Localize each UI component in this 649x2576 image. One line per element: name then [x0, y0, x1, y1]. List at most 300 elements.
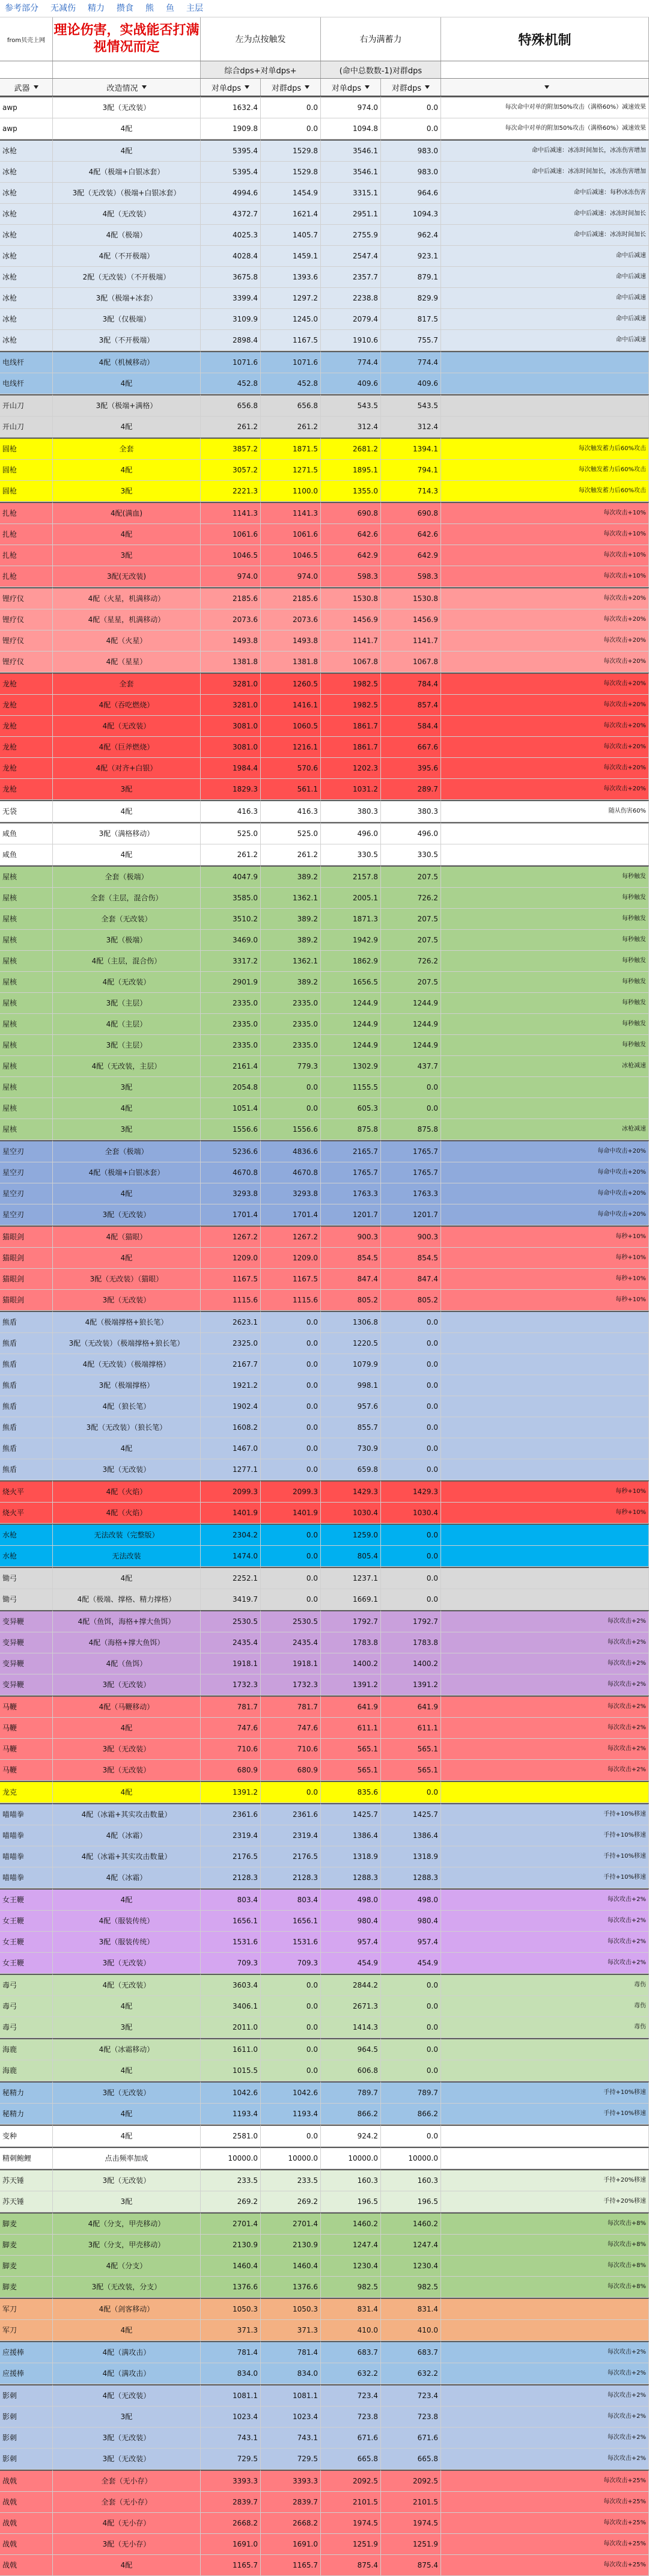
- right-group-cell[interactable]: 632.2: [381, 2363, 441, 2384]
- left-single-cell[interactable]: 4047.9: [201, 865, 261, 888]
- mech-cell[interactable]: 每次攻击+20%: [441, 758, 649, 779]
- mod-cell[interactable]: 3配（满格移动）: [53, 822, 201, 844]
- weapon-cell[interactable]: 锂疗仪: [0, 587, 53, 609]
- left-group-cell[interactable]: 1656.1: [261, 1911, 321, 1932]
- right-single-cell[interactable]: 543.5: [321, 394, 381, 417]
- left-single-cell[interactable]: 2185.6: [201, 587, 261, 609]
- right-group-cell[interactable]: 0.0: [381, 1417, 441, 1438]
- left-group-cell[interactable]: 0.0: [261, 1567, 321, 1589]
- mod-cell[interactable]: 4配: [53, 1098, 201, 1119]
- mod-cell[interactable]: 3配（无改装）: [53, 2449, 201, 2470]
- mech-cell[interactable]: 每次攻击+20%: [441, 779, 649, 800]
- right-single-cell[interactable]: 659.8: [321, 1459, 381, 1480]
- mod-cell[interactable]: 3配（分支，甲壳移动）: [53, 2235, 201, 2256]
- right-group-cell[interactable]: 1792.7: [381, 1610, 441, 1632]
- right-single-cell[interactable]: 866.2: [321, 2104, 381, 2125]
- mod-cell[interactable]: 4配（火焰）: [53, 1480, 201, 1503]
- mech-cell[interactable]: 每次攻击+25%: [441, 2534, 649, 2555]
- left-group-cell[interactable]: 3393.3: [261, 2470, 321, 2492]
- right-single-cell[interactable]: 1763.3: [321, 1183, 381, 1204]
- mech-cell[interactable]: 每次攻击+10%: [441, 502, 649, 524]
- mech-cell[interactable]: 每次触发蓄力后60%攻击: [441, 438, 649, 460]
- right-group-cell[interactable]: 723.8: [381, 2407, 441, 2428]
- mod-cell[interactable]: 3配（极端）: [53, 930, 201, 951]
- mech-cell[interactable]: [441, 1311, 649, 1333]
- mech-cell[interactable]: 每秒触发: [441, 951, 649, 972]
- right-group-cell[interactable]: 1530.8: [381, 587, 441, 609]
- right-group-cell[interactable]: 207.5: [381, 865, 441, 888]
- mech-cell[interactable]: 命中后减速：冰冻时间加长，冰冻伤害增加: [441, 139, 649, 162]
- right-single-cell[interactable]: 1982.5: [321, 673, 381, 695]
- right-group-cell[interactable]: 207.5: [381, 972, 441, 993]
- right-group-cell[interactable]: 1386.4: [381, 1825, 441, 1846]
- mech-cell[interactable]: 每次攻击+20%: [441, 695, 649, 716]
- right-group-cell[interactable]: 794.1: [381, 460, 441, 481]
- mech-cell[interactable]: 每次攻击+20%: [441, 630, 649, 652]
- mod-cell[interactable]: 3配: [53, 1077, 201, 1098]
- right-group-cell[interactable]: 0.0: [381, 1974, 441, 1996]
- mech-cell[interactable]: 手持+10%移速: [441, 2081, 649, 2104]
- right-single-filter[interactable]: [321, 79, 381, 96]
- weapon-cell[interactable]: 战戟: [0, 2555, 53, 2576]
- mech-cell[interactable]: 每次攻击+25%: [441, 2513, 649, 2534]
- right-group-cell[interactable]: 380.3: [381, 800, 441, 822]
- left-single-cell[interactable]: 974.0: [201, 566, 261, 587]
- left-single-cell[interactable]: 5395.4: [201, 162, 261, 183]
- mod-cell[interactable]: 全套（无小存）: [53, 2470, 201, 2492]
- left-group-cell[interactable]: 0.0: [261, 2125, 321, 2147]
- dropdown-icon[interactable]: [305, 85, 309, 89]
- left-single-cell[interactable]: 1277.1: [201, 1459, 261, 1480]
- dropdown-icon[interactable]: [365, 85, 370, 89]
- right-single-cell[interactable]: 1259.0: [321, 1524, 381, 1546]
- left-group-cell[interactable]: 3293.8: [261, 1183, 321, 1204]
- mod-cell[interactable]: 4配（星星）: [53, 652, 201, 673]
- left-single-cell[interactable]: 1071.6: [201, 351, 261, 373]
- left-single-cell[interactable]: 1401.9: [201, 1503, 261, 1524]
- mod-cell[interactable]: 3配（无改装）: [53, 1739, 201, 1760]
- mech-cell[interactable]: [441, 1375, 649, 1396]
- mech-cell[interactable]: 每命中攻击+20%: [441, 1183, 649, 1204]
- left-single-cell[interactable]: 2335.0: [201, 1014, 261, 1035]
- left-group-cell[interactable]: 1209.0: [261, 1248, 321, 1269]
- mech-cell[interactable]: 命中后减速: [441, 330, 649, 351]
- mod-cell[interactable]: 3配（无改装）: [53, 1204, 201, 1225]
- mech-cell[interactable]: [441, 1459, 649, 1480]
- mod-cell[interactable]: 4配（满攻击）: [53, 2363, 201, 2384]
- mod-cell[interactable]: 3配（无改装）（狼长笔）: [53, 1417, 201, 1438]
- right-single-cell[interactable]: 730.9: [321, 1438, 381, 1459]
- right-group-cell[interactable]: 565.1: [381, 1760, 441, 1781]
- right-single-cell[interactable]: 665.8: [321, 2449, 381, 2470]
- right-single-cell[interactable]: 3546.1: [321, 162, 381, 183]
- mod-cell[interactable]: 4配（冰霜+其实攻击数量）: [53, 1803, 201, 1825]
- right-single-cell[interactable]: 924.2: [321, 2125, 381, 2147]
- left-group-cell[interactable]: 371.3: [261, 2320, 321, 2341]
- mod-cell[interactable]: 4配（极端）: [53, 225, 201, 246]
- right-group-cell[interactable]: 831.4: [381, 2298, 441, 2320]
- right-single-cell[interactable]: 1230.4: [321, 2256, 381, 2277]
- mech-cell[interactable]: 每次攻击+10%: [441, 545, 649, 566]
- mech-cell[interactable]: 手持+10%移速: [441, 1803, 649, 1825]
- weapon-cell[interactable]: 屋核: [0, 1098, 53, 1119]
- right-single-cell[interactable]: 2157.8: [321, 865, 381, 888]
- dropdown-icon[interactable]: [425, 85, 430, 89]
- right-group-cell[interactable]: 982.5: [381, 2277, 441, 2298]
- weapon-cell[interactable]: 喵喵拳: [0, 1803, 53, 1825]
- mech-cell[interactable]: 每命中攻击+20%: [441, 1162, 649, 1183]
- left-group-cell[interactable]: 2176.5: [261, 1846, 321, 1867]
- right-single-cell[interactable]: 1220.5: [321, 1333, 381, 1354]
- right-group-cell[interactable]: 498.0: [381, 1888, 441, 1911]
- right-group-cell[interactable]: 0.0: [381, 1396, 441, 1417]
- left-group-cell[interactable]: 710.6: [261, 1739, 321, 1760]
- mod-cell[interactable]: 4配: [53, 844, 201, 865]
- mod-cell[interactable]: 4配: [53, 1888, 201, 1911]
- mod-cell[interactable]: 3配（无改装）: [53, 1290, 201, 1311]
- mod-cell[interactable]: 4配（无改装）: [53, 2384, 201, 2407]
- mech-cell[interactable]: 每次攻击+20%: [441, 673, 649, 695]
- left-group-cell[interactable]: 1081.1: [261, 2384, 321, 2407]
- right-single-cell[interactable]: 1201.7: [321, 1204, 381, 1225]
- weapon-cell[interactable]: 熊盾: [0, 1354, 53, 1375]
- right-group-cell[interactable]: 543.5: [381, 394, 441, 417]
- right-single-cell[interactable]: 642.9: [321, 545, 381, 566]
- right-single-cell[interactable]: 1974.5: [321, 2513, 381, 2534]
- mech-cell[interactable]: [441, 1438, 649, 1459]
- left-single-cell[interactable]: 781.4: [201, 2341, 261, 2363]
- left-single-cell[interactable]: 2325.0: [201, 1333, 261, 1354]
- left-group-cell[interactable]: 1460.4: [261, 2256, 321, 2277]
- right-group-cell[interactable]: 980.4: [381, 1911, 441, 1932]
- right-single-cell[interactable]: 1460.2: [321, 2212, 381, 2235]
- right-single-cell[interactable]: 1202.3: [321, 758, 381, 779]
- left-group-cell[interactable]: 1271.5: [261, 460, 321, 481]
- right-group-cell[interactable]: 1391.2: [381, 1674, 441, 1695]
- right-group-cell[interactable]: 0.0: [381, 2060, 441, 2081]
- left-single-cell[interactable]: 1531.6: [201, 1932, 261, 1953]
- weapon-cell[interactable]: 扎枪: [0, 545, 53, 566]
- weapon-cell[interactable]: 开山刀: [0, 394, 53, 417]
- right-single-cell[interactable]: 1861.7: [321, 737, 381, 758]
- right-group-cell[interactable]: 0.0: [381, 1077, 441, 1098]
- mod-cell[interactable]: 4配: [53, 800, 201, 822]
- weapon-cell[interactable]: 咸鱼: [0, 844, 53, 865]
- weapon-cell[interactable]: 屋核: [0, 909, 53, 930]
- mech-cell[interactable]: 命中后减速：冰冻时间加长: [441, 204, 649, 225]
- right-group-cell[interactable]: 1763.3: [381, 1183, 441, 1204]
- mod-cell[interactable]: 4配: [53, 524, 201, 545]
- right-single-cell[interactable]: 1783.8: [321, 1632, 381, 1653]
- weapon-cell[interactable]: awp: [0, 118, 53, 139]
- left-single-cell[interactable]: 3109.9: [201, 309, 261, 330]
- right-single-cell[interactable]: 980.4: [321, 1911, 381, 1932]
- mod-cell[interactable]: 4配: [53, 139, 201, 162]
- right-group-cell[interactable]: 1456.9: [381, 609, 441, 630]
- left-group-cell[interactable]: 2130.9: [261, 2235, 321, 2256]
- weapon-cell[interactable]: 扎枪: [0, 566, 53, 587]
- mech-cell[interactable]: [441, 417, 649, 438]
- weapon-cell[interactable]: 屋核: [0, 1077, 53, 1098]
- mech-cell[interactable]: 每次攻击+2%: [441, 2407, 649, 2428]
- mod-cell[interactable]: 4配: [53, 1183, 201, 1204]
- left-group-cell[interactable]: 570.6: [261, 758, 321, 779]
- left-single-cell[interactable]: 1051.4: [201, 1098, 261, 1119]
- left-single-cell[interactable]: 4994.6: [201, 183, 261, 204]
- left-group-cell[interactable]: 1691.0: [261, 2534, 321, 2555]
- weapon-cell[interactable]: 喵喵拳: [0, 1846, 53, 1867]
- left-group-cell[interactable]: 1167.5: [261, 1269, 321, 1290]
- left-single-cell[interactable]: 1460.4: [201, 2256, 261, 2277]
- left-single-cell[interactable]: 3469.0: [201, 930, 261, 951]
- weapon-cell[interactable]: 冰枪: [0, 309, 53, 330]
- mech-cell[interactable]: 每秒触发: [441, 888, 649, 909]
- left-group-cell[interactable]: 0.0: [261, 96, 321, 118]
- left-group-cell[interactable]: 0.0: [261, 1996, 321, 2017]
- weapon-cell[interactable]: 熊盾: [0, 1396, 53, 1417]
- left-group-cell[interactable]: 1167.5: [261, 330, 321, 351]
- left-single-cell[interactable]: 5395.4: [201, 139, 261, 162]
- right-group-cell[interactable]: 1251.9: [381, 2534, 441, 2555]
- right-single-cell[interactable]: 835.6: [321, 1781, 381, 1803]
- mod-cell[interactable]: 4配（冰霜）: [53, 1867, 201, 1888]
- right-single-cell[interactable]: 10000.0: [321, 2147, 381, 2169]
- right-group-cell[interactable]: 1460.2: [381, 2212, 441, 2235]
- right-single-cell[interactable]: 1141.7: [321, 630, 381, 652]
- weapon-cell[interactable]: 熊盾: [0, 1333, 53, 1354]
- left-group-cell[interactable]: 4670.8: [261, 1162, 321, 1183]
- weapon-cell[interactable]: 猫眼剑: [0, 1225, 53, 1248]
- right-single-cell[interactable]: 1429.3: [321, 1480, 381, 1503]
- left-group-cell[interactable]: 1529.8: [261, 162, 321, 183]
- weapon-cell[interactable]: 熊盾: [0, 1459, 53, 1480]
- left-single-cell[interactable]: 803.4: [201, 1888, 261, 1911]
- weapon-cell[interactable]: 熊盾: [0, 1311, 53, 1333]
- mod-cell[interactable]: 4配（无改装）: [53, 716, 201, 737]
- left-single-cell[interactable]: 2319.4: [201, 1825, 261, 1846]
- mod-cell[interactable]: 3配（无改装）: [53, 2428, 201, 2449]
- right-single-cell[interactable]: 498.0: [321, 1888, 381, 1911]
- mod-cell[interactable]: 4配（冰霜移动）: [53, 2038, 201, 2060]
- right-single-cell[interactable]: 683.7: [321, 2341, 381, 2363]
- mech-cell[interactable]: 每次命中对单的附加50%攻击（满格60%）减速效果: [441, 96, 649, 118]
- left-group-cell[interactable]: 1046.5: [261, 545, 321, 566]
- mod-cell[interactable]: 4配: [53, 1781, 201, 1803]
- weapon-cell[interactable]: 应援棒: [0, 2363, 53, 2384]
- right-single-cell[interactable]: 855.7: [321, 1417, 381, 1438]
- right-group-cell[interactable]: 726.2: [381, 951, 441, 972]
- left-group-cell[interactable]: 0.0: [261, 1524, 321, 1546]
- right-single-cell[interactable]: 1400.2: [321, 1653, 381, 1674]
- mod-cell[interactable]: 3配（无改装）: [53, 1953, 201, 1974]
- right-single-cell[interactable]: 1244.9: [321, 993, 381, 1014]
- right-single-cell[interactable]: 598.3: [321, 566, 381, 587]
- right-single-cell[interactable]: 1318.9: [321, 1846, 381, 1867]
- mech-cell[interactable]: [441, 1589, 649, 1610]
- left-group-cell[interactable]: 1556.6: [261, 1119, 321, 1140]
- left-single-cell[interactable]: 2054.8: [201, 1077, 261, 1098]
- left-single-cell[interactable]: 1608.2: [201, 1417, 261, 1438]
- left-single-cell[interactable]: 1732.3: [201, 1674, 261, 1695]
- mod-cell[interactable]: 4配（极端、撑格、精力撑格）: [53, 1589, 201, 1610]
- left-single-cell[interactable]: 1141.3: [201, 502, 261, 524]
- right-group-cell[interactable]: 671.6: [381, 2428, 441, 2449]
- left-group-cell[interactable]: 803.4: [261, 1888, 321, 1911]
- left-group-cell[interactable]: 781.4: [261, 2341, 321, 2363]
- left-single-cell[interactable]: 1474.0: [201, 1546, 261, 1567]
- weapon-cell[interactable]: 变异鞭: [0, 1610, 53, 1632]
- mod-cell[interactable]: 3配: [53, 779, 201, 800]
- left-group-cell[interactable]: 1531.6: [261, 1932, 321, 1953]
- weapon-cell[interactable]: 影刺: [0, 2449, 53, 2470]
- mod-cell[interactable]: 3配（无改装）（猫眼）: [53, 1269, 201, 1290]
- right-group-cell[interactable]: 714.3: [381, 481, 441, 502]
- left-group-cell[interactable]: 1071.6: [261, 351, 321, 373]
- dropdown-icon[interactable]: [544, 85, 549, 89]
- left-group-cell[interactable]: 1362.1: [261, 888, 321, 909]
- mech-cell[interactable]: 每次攻击+20%: [441, 737, 649, 758]
- mech-cell[interactable]: [441, 1333, 649, 1354]
- left-group-cell[interactable]: 269.2: [261, 2191, 321, 2212]
- right-single-cell[interactable]: 380.3: [321, 800, 381, 822]
- weapon-cell[interactable]: 战戟: [0, 2492, 53, 2513]
- right-group-cell[interactable]: 829.9: [381, 288, 441, 309]
- mod-cell[interactable]: 4配（海格+撑大鱼饵）: [53, 1632, 201, 1653]
- mod-cell[interactable]: 4配: [53, 1248, 201, 1269]
- left-group-cell[interactable]: 389.2: [261, 909, 321, 930]
- left-single-cell[interactable]: 2623.1: [201, 1311, 261, 1333]
- mod-cell[interactable]: 全套（极端）: [53, 1140, 201, 1162]
- mech-cell[interactable]: 每次攻击+8%: [441, 2235, 649, 2256]
- mod-cell[interactable]: 4配: [53, 1718, 201, 1739]
- left-group-cell[interactable]: 0.0: [261, 2017, 321, 2038]
- mech-cell[interactable]: [441, 2298, 649, 2320]
- weapon-cell[interactable]: 无袋: [0, 800, 53, 822]
- right-group-cell[interactable]: 0.0: [381, 2038, 441, 2060]
- weapon-cell[interactable]: 冰枪: [0, 139, 53, 162]
- mod-cell[interactable]: 4配（火焰）: [53, 1503, 201, 1524]
- right-group-cell[interactable]: 0.0: [381, 1438, 441, 1459]
- left-group-cell[interactable]: 1918.1: [261, 1653, 321, 1674]
- mech-cell[interactable]: [441, 2125, 649, 2147]
- weapon-cell[interactable]: 开山刀: [0, 417, 53, 438]
- left-single-cell[interactable]: 1015.5: [201, 2060, 261, 2081]
- weapon-cell[interactable]: 屋核: [0, 1119, 53, 1140]
- right-single-cell[interactable]: 1792.7: [321, 1610, 381, 1632]
- left-single-cell[interactable]: 452.8: [201, 373, 261, 394]
- mech-cell[interactable]: [441, 2147, 649, 2169]
- right-group-cell[interactable]: 598.3: [381, 566, 441, 587]
- right-single-cell[interactable]: 1656.5: [321, 972, 381, 993]
- mech-cell[interactable]: 每次攻击+25%: [441, 2470, 649, 2492]
- left-single-cell[interactable]: 1918.1: [201, 1653, 261, 1674]
- right-group-cell[interactable]: 289.7: [381, 779, 441, 800]
- left-single-cell[interactable]: 4372.7: [201, 204, 261, 225]
- mod-cell[interactable]: 4配（巨斧燃烧）: [53, 737, 201, 758]
- left-single-cell[interactable]: 371.3: [201, 2320, 261, 2341]
- left-group-cell[interactable]: 0.0: [261, 1375, 321, 1396]
- mech-cell[interactable]: 每次攻击+2%: [441, 1632, 649, 1653]
- weapon-cell[interactable]: 变异鞭: [0, 1653, 53, 1674]
- right-single-cell[interactable]: 2005.1: [321, 888, 381, 909]
- right-group-cell[interactable]: 1094.3: [381, 204, 441, 225]
- right-group-cell[interactable]: 437.7: [381, 1056, 441, 1077]
- left-single-cell[interactable]: 1632.4: [201, 96, 261, 118]
- left-single-cell[interactable]: 2252.1: [201, 1567, 261, 1589]
- mod-cell[interactable]: 4配（冰霜）: [53, 1825, 201, 1846]
- left-single-cell[interactable]: 1611.0: [201, 2038, 261, 2060]
- mod-cell[interactable]: 3配（主层）: [53, 993, 201, 1014]
- mech-cell[interactable]: 命中后减速：每秒冰冻伤害: [441, 183, 649, 204]
- left-group-cell[interactable]: 4836.6: [261, 1140, 321, 1162]
- weapon-cell[interactable]: 锂疗仪: [0, 652, 53, 673]
- left-group-cell[interactable]: 1362.1: [261, 951, 321, 972]
- mod-cell[interactable]: 4配（机械移动）: [53, 351, 201, 373]
- right-single-cell[interactable]: 605.3: [321, 1098, 381, 1119]
- left-single-cell[interactable]: 2901.9: [201, 972, 261, 993]
- mod-cell[interactable]: 3配: [53, 1119, 201, 1140]
- left-single-cell[interactable]: 261.2: [201, 844, 261, 865]
- mech-cell[interactable]: 每次攻击+20%: [441, 716, 649, 737]
- left-group-cell[interactable]: 233.5: [261, 2169, 321, 2191]
- mech-cell[interactable]: 每次攻击+8%: [441, 2256, 649, 2277]
- left-single-cell[interactable]: 1050.3: [201, 2298, 261, 2320]
- right-group-cell[interactable]: 2092.5: [381, 2470, 441, 2492]
- right-single-cell[interactable]: 2101.5: [321, 2492, 381, 2513]
- right-group-cell[interactable]: 1765.7: [381, 1140, 441, 1162]
- weapon-cell[interactable]: 锂疗仪: [0, 630, 53, 652]
- right-group-filter[interactable]: [381, 79, 441, 96]
- left-group-cell[interactable]: 389.2: [261, 972, 321, 993]
- weapon-cell[interactable]: 军刀: [0, 2298, 53, 2320]
- left-single-cell[interactable]: 233.5: [201, 2169, 261, 2191]
- mech-cell[interactable]: [441, 1417, 649, 1438]
- right-group-cell[interactable]: 1429.3: [381, 1480, 441, 1503]
- mech-cell[interactable]: 每次攻击+20%: [441, 609, 649, 630]
- right-group-cell[interactable]: 857.4: [381, 695, 441, 716]
- mod-cell[interactable]: 3配（服装传统）: [53, 1932, 201, 1953]
- mech-cell[interactable]: 每秒+10%: [441, 1269, 649, 1290]
- mod-cell[interactable]: 3配: [53, 2407, 201, 2428]
- right-group-cell[interactable]: 1067.8: [381, 652, 441, 673]
- weapon-cell[interactable]: 屋核: [0, 972, 53, 993]
- left-single-cell[interactable]: 1391.2: [201, 1781, 261, 1803]
- right-single-cell[interactable]: 1155.5: [321, 1077, 381, 1098]
- weapon-cell[interactable]: 秘精力: [0, 2104, 53, 2125]
- weapon-cell[interactable]: 喵喵拳: [0, 1825, 53, 1846]
- left-single-cell[interactable]: 3081.0: [201, 737, 261, 758]
- right-group-cell[interactable]: 0.0: [381, 1567, 441, 1589]
- mech-cell[interactable]: 命中后减速: [441, 246, 649, 267]
- mod-cell[interactable]: 3配（无改装）: [53, 2169, 201, 2191]
- mech-cell[interactable]: 每秒+10%: [441, 1225, 649, 1248]
- right-group-cell[interactable]: 1288.3: [381, 1867, 441, 1888]
- right-group-cell[interactable]: 1394.1: [381, 438, 441, 460]
- left-group-cell[interactable]: 729.5: [261, 2449, 321, 2470]
- right-group-cell[interactable]: 683.7: [381, 2341, 441, 2363]
- left-single-cell[interactable]: 2435.4: [201, 1632, 261, 1653]
- left-group-cell[interactable]: 0.0: [261, 1311, 321, 1333]
- right-group-cell[interactable]: 1141.7: [381, 630, 441, 652]
- left-group-filter[interactable]: [261, 79, 321, 96]
- left-single-cell[interactable]: 2167.7: [201, 1354, 261, 1375]
- right-group-cell[interactable]: 611.1: [381, 1718, 441, 1739]
- right-single-cell[interactable]: 805.2: [321, 1290, 381, 1311]
- right-group-cell[interactable]: 983.0: [381, 162, 441, 183]
- left-group-cell[interactable]: 389.2: [261, 930, 321, 951]
- weapon-cell[interactable]: 变种: [0, 2125, 53, 2147]
- mod-cell[interactable]: 3配（无改装）（极端撑格+狼长笔）: [53, 1333, 201, 1354]
